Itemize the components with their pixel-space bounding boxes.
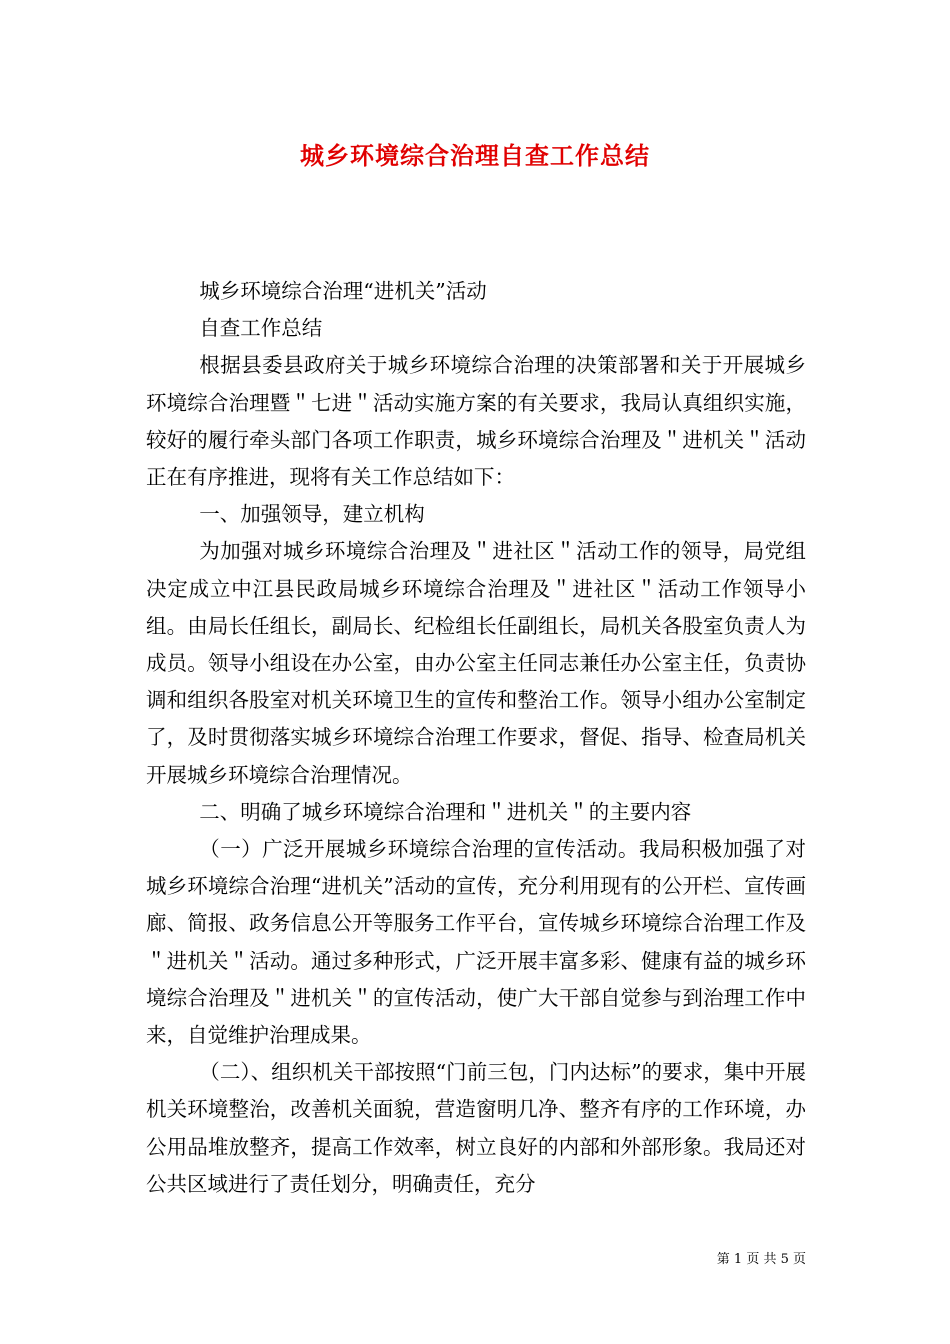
document-body — [146, 273, 806, 1203]
page-number: 第 1 页 共 5 页 — [716, 1252, 806, 1267]
section-heading-2: 二、明确了城乡环境综合治理和＂进机关＂的主要内容 — [199, 799, 692, 824]
page-title: 城乡环境综合治理自查工作总结 — [300, 141, 650, 170]
section-heading-1: 一、加强领导，建立机构 — [199, 502, 425, 527]
paragraph-item-2: （二）、组织机关干部按照“门前三包，门内达标”的要求，集中开展机关环境整治，改善机关面貌，营造窗明几净、整齐有序的工作环境，办公用品堆放整齐，提高工作效率，树立良好的内部和外部形象。我局还对公共区域进行了责任划分，明确责任，充分 — [146, 1060, 806, 1196]
paragraph-subtitle-1: 城乡环境综合治理“进机关”活动 — [199, 279, 487, 303]
paragraph-section-1: 为加强对城乡环境综合治理及＂进社区＂活动工作的领导，局党组决定成立中江县民政局城乡环境综合治理及＂进社区＂活动工作领导小组。由局长任组长，副局长、纪检组长任副组长，局机关各股室负责人为成员。领导小组设在办公室，由办公室主任同志兼任办公室主任，负责协调和组织各股室对机关环境卫生的宣传和整治工作。领导小组办公室制定了，及时贯彻落实城乡环境综合治理工作要求，督促、指导、检查局机关开展城乡环境综合治理情况。 — [146, 539, 806, 787]
paragraph-subtitle-2: 自查工作总结 — [199, 316, 323, 341]
paragraph-intro: 根据县委县政府关于城乡环境综合治理的决策部署和关于开展城乡环境综合治理暨＂七进＂活动实施方案的有关要求，我局认真组织实施，较好的履行牵头部门各项工作职责，城乡环境综合治理及＂进机关＂活动正在有序推进，现将有关工作总结如下： — [146, 353, 806, 490]
paragraph-item-1: （一）广泛开展城乡环境综合治理的宣传活动。我局积极加强了对城乡环境综合治理“进机关”活动的宣传，充分利用现有的公开栏、宣传画廊、简报、政务信息公开等服务工作平台，宣传城乡环境综合治理工作及＂进机关＂活动。通过多种形式，广泛开展丰富多彩、健康有益的城乡环境综合治理及＂进机关＂的宣传活动，使广大干部自觉参与到治理工作中来，自觉维护治理成果。 — [146, 837, 806, 1048]
